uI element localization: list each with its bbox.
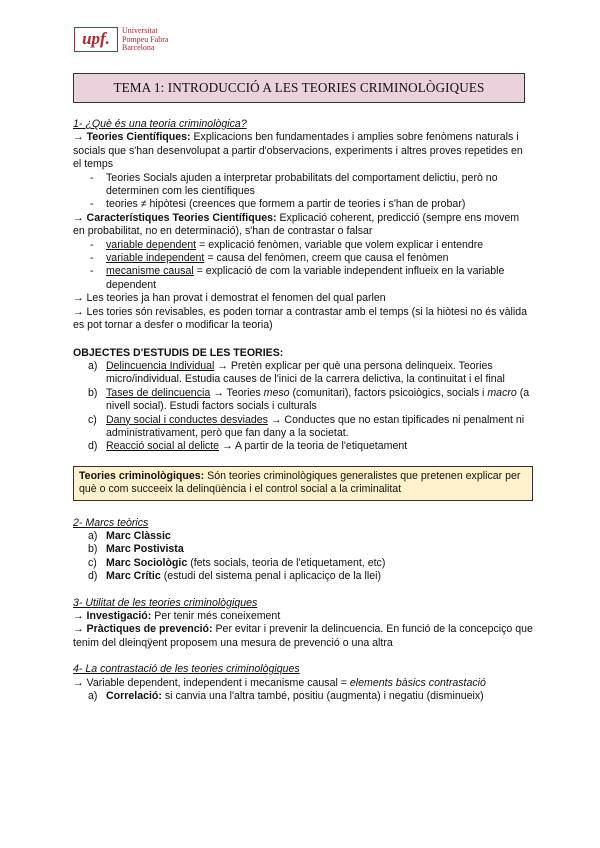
list-item: - variable independent = causa del fenòmen, creem que causa el fenòmen: [90, 252, 449, 265]
list-item: d) Reacció social al delicte → A partir de la teoria de l'etiquetament: [88, 440, 408, 453]
causal-mechanism-text: = explicació de com la variable independent influeix en la variable dependent: [106, 265, 505, 291]
list-item: a) Delincuencia Individual → Pretèn explicar per què una persona delinqueix. Teories micro/individual. Estudia causes de l'inici de la carrera delictiva, la continuitat i el final: [88, 359, 505, 386]
arrow: →: [73, 131, 84, 144]
section-4-title: 4- La contrastació de les teories criminològiques: [73, 663, 300, 676]
list-item: - variable dependent = explicació fenòmen, variable que volem explicar i entendre: [90, 238, 484, 251]
correlation-term: Correlació:: [106, 690, 162, 703]
research-paragraph: → Investigació: Per tenir més coneixement: [73, 610, 281, 622]
list-item: b) Marc Postivista: [88, 543, 184, 556]
scientific-theories-term: Teories Científiques:: [86, 131, 191, 144]
list-item: a) Marc Clàssic: [88, 529, 171, 542]
dependent-variable-term: variable dependent: [106, 238, 197, 251]
contrast-paragraph: → Variable dependent, independent i mecanisme causal = elements bàsics contrastació: [73, 676, 486, 689]
independent-variable-text: = causa del fenòmen, creem que causa el fenòmen: [204, 252, 449, 265]
university-logo: [74, 27, 168, 53]
delinquency-rates-term: Tases de delincuencia: [106, 386, 211, 399]
list-item: a) Correlació: si canvia una l'altra també, positiu (augmenta) i negatiu (disminueix): [88, 690, 484, 703]
characteristics-text: Explicació coherent, predicció (sempre ens movem en probabilitat, no en determinació), s'han de contrastar o falsar: [73, 211, 520, 238]
proven-theories-paragraph: → Les teories ja han provat i demostrat el fenomen del qual parlen: [73, 292, 386, 305]
arrow: →: [73, 211, 84, 224]
scientific-theories-text: Explicacions ben fundamentades i amplies sobre fenòmens naturals i socials que s'han desenvolupat a partir d'observacions, experiments i altres proves repetides en el temps: [73, 131, 523, 171]
logo-text: [122, 27, 168, 53]
definition-term: Teories criminològiques:: [79, 469, 205, 482]
scientific-theories-paragraph: [73, 131, 533, 171]
prevention-paragraph: → Pràctiques de prevenció: Per evitar i prevenir la delincuencia. En funció de la concepciço que tenim del dleinqÿent proposem una mesura de prevenció o una altra: [73, 623, 533, 649]
upf-logo-mark: upf.: [74, 27, 118, 52]
list-item: c) Dany social i conductes desviades → Conductes que no estan tipificades ni penalment ni administrativament, però que fan dany a la societat.: [88, 413, 525, 439]
document-body: [73, 118, 533, 703]
list-item: b) Tases de delincuencia → Teories meso (comunitari), factors psicoiògics, socials i macro (a nivell social). Estudi factors socials i culturals: [88, 386, 530, 413]
definition-text: Són teories criminològiques generalistes que pretenen explicar per què o com succeeix la delinqüència i el control social a la criminalitat: [79, 469, 521, 496]
social-theories-text: Teories Socials ajuden a interpretar probabilitats del comportament delictiu, però no determinen com les científiques: [106, 171, 498, 198]
section-3-title: 3- Utilitat de les teories criminològiques: [73, 596, 258, 609]
research-term: Investigació:: [86, 610, 152, 622]
definition-box: [73, 466, 533, 501]
list-item: - teories ≠ hipòtesi (creences que formem a partir de teories i s'han de probar): [90, 198, 466, 211]
individual-delinquency-term: Delincuencia Individual: [106, 359, 215, 372]
list-item: - mecanisme causal = explicació de com la variable independent influeix en la variable dependent: [90, 265, 505, 291]
section-2-title: 2- Marcs teòrics: [73, 516, 149, 529]
social-reaction-term: Reacció social al delicte: [106, 440, 220, 453]
social-harm-term: Dany social i conductes desviades: [106, 413, 268, 426]
dependent-variable-text: = explicació fenòmen, variable que volem explicar i entendre: [196, 238, 484, 251]
logo-line-2: Pompeu Fabra: [122, 34, 169, 44]
section-1-title: 1- ¿Què és una teoria criminològica?: [73, 118, 247, 130]
causal-mechanism-term: mecanisme causal: [106, 265, 194, 278]
list-item: d) Marc Crític (estudi del sistema penal i aplicaciço de la llei): [88, 570, 381, 583]
characteristics-term: Característiques Teories Científiques:: [86, 211, 277, 224]
logo-line-3: Barcelona: [122, 43, 155, 52]
logo-line-1: Universitat: [122, 26, 158, 35]
characteristics-paragraph: [73, 212, 533, 239]
revisable-theories-paragraph: → Les tories són revisables, es poden tornar a contrastar amb el temps (si la hiòtesi no és vàlida es pot tornar a desfer o modificar la teoria): [73, 305, 527, 332]
theories-hypothesis-text: teories ≠ hipòtesi (creences que formem a partir de teories i s'han de probar): [106, 198, 466, 211]
basic-elements-term: elements bàsics contrastació: [349, 676, 486, 689]
objects-heading: OBJECTES D'ESTUDIS DE LES TEORIES:: [73, 346, 284, 359]
document-title: TEMA 1: INTRODUCCIÓ A LES TEORIES CRIMINOLÒGIQUES: [73, 73, 525, 103]
independent-variable-term: variable independent: [106, 252, 205, 265]
prevention-term: Pràctiques de prevenció:: [86, 623, 213, 636]
list-item: - Teories Socials ajuden a interpretar probabilitats del comportament delictiu, però no determinen com les científiques: [90, 171, 498, 198]
list-item: c) Marc Sociològic (fets socials, teoria de l'etiquetament, etc): [88, 556, 386, 569]
